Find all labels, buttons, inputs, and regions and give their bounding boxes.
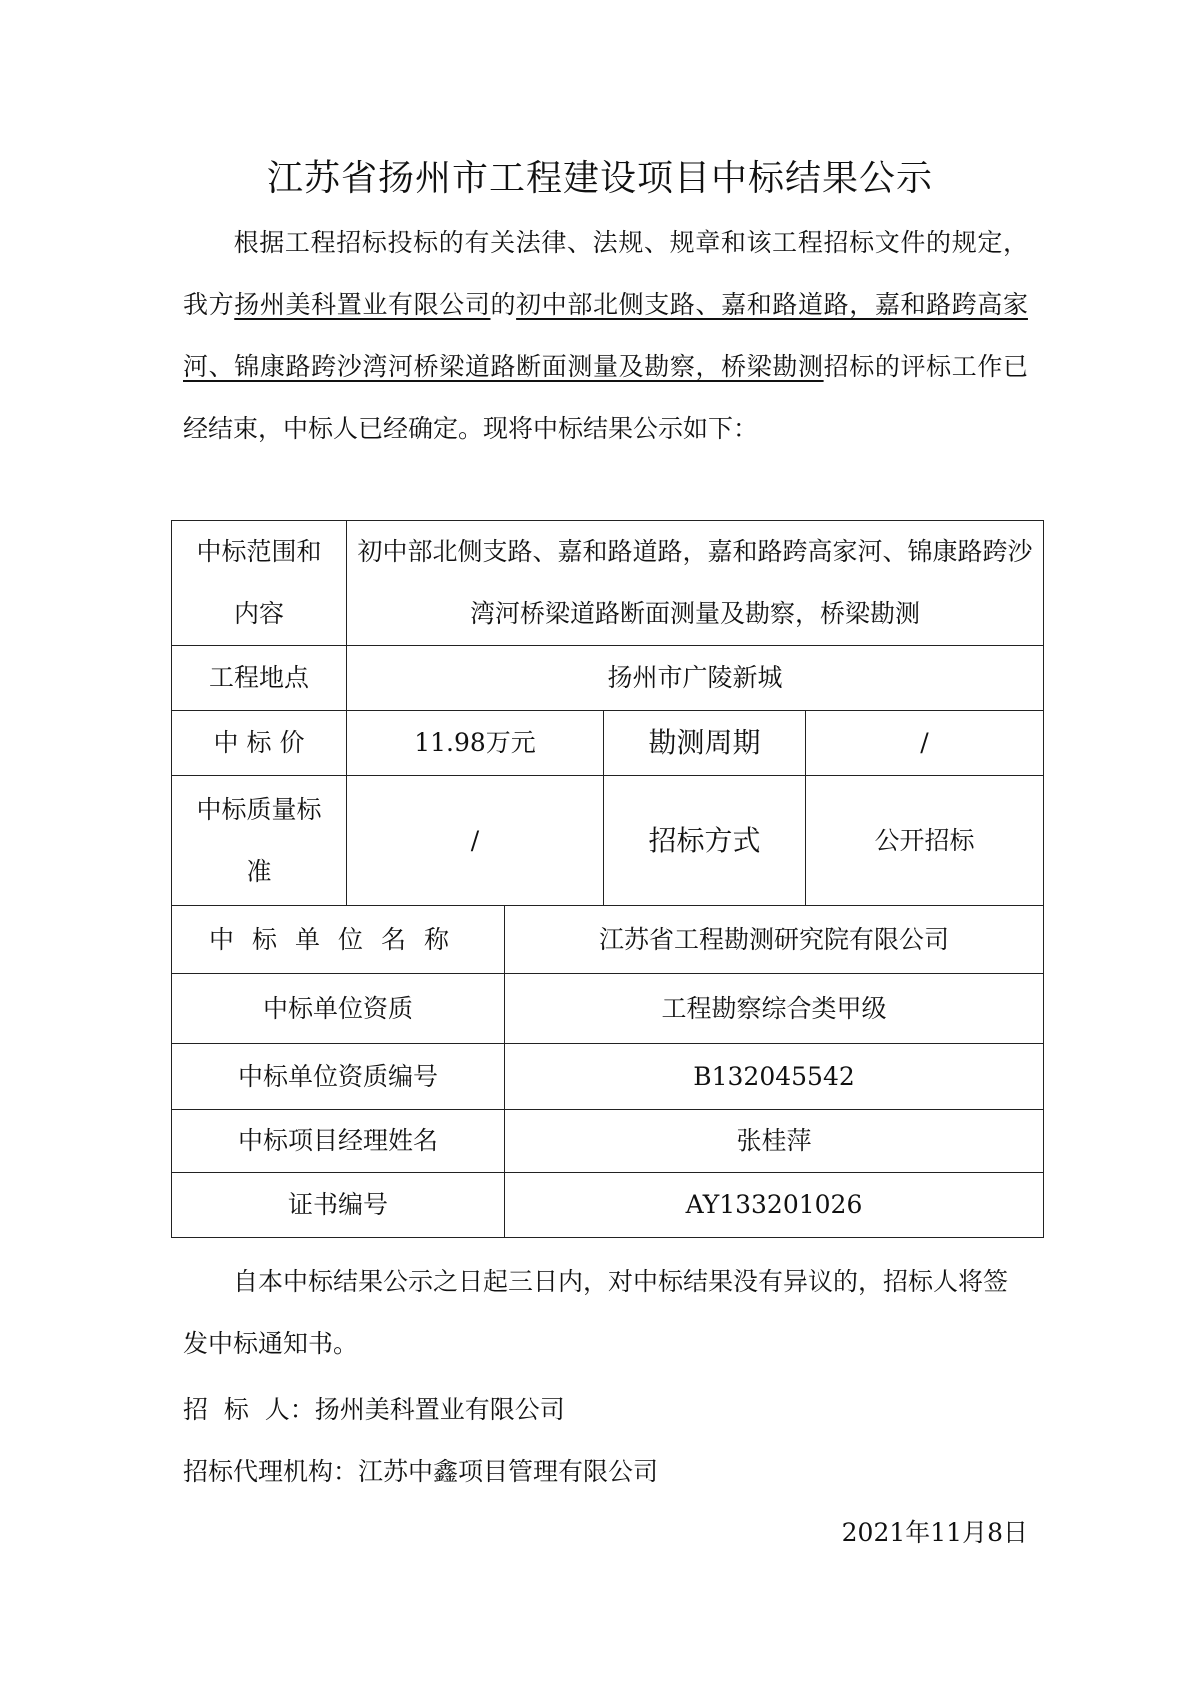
qualification-number-value: B132045542 [505, 1044, 1044, 1110]
project-manager-value: 张桂萍 [505, 1110, 1044, 1173]
tenderer-line: 招 标 人：扬州美科置业有限公司 [183, 1395, 565, 1424]
bid-result-table [171, 520, 1044, 1238]
project-name: 初中部北侧支路、嘉和路道路，嘉和路跨高家河、锦康路跨沙湾河桥梁道路断面测量及勘察，桥梁勘测 [183, 290, 1028, 381]
method-label: 招标方式 [604, 776, 806, 906]
method-value: 公开招标 [806, 776, 1044, 906]
certificate-label: 证书编号 [172, 1173, 505, 1238]
price-value: 11.98万元 [347, 711, 604, 776]
location-value: 扬州市广陵新城 [347, 646, 1044, 711]
table-row [172, 1044, 1044, 1110]
project-manager-label: 中标项目经理姓名 [172, 1110, 505, 1173]
qualification-number-label: 中标单位资质编号 [172, 1044, 505, 1110]
qualification-value: 工程勘察综合类甲级 [505, 974, 1044, 1044]
page-title: 江苏省扬州市工程建设项目中标结果公示 [266, 158, 933, 199]
table-row [172, 776, 1044, 906]
table-row [172, 906, 1044, 974]
qualification-label: 中标单位资质 [172, 974, 505, 1044]
table-row [172, 1110, 1044, 1173]
scope-value: 初中部北侧支路、嘉和路道路，嘉和路跨高家河、锦康路跨沙湾河桥梁道路断面测量及勘察，桥梁勘测 [347, 521, 1044, 646]
intro-text-3: 招标的评标工作已经结束，中标人已经确定。现将中标结果公示如下： [183, 352, 1028, 443]
notice-paragraph: 自本中标结果公示之日起三日内，对中标结果没有异议的，招标人将签发中标通知书。 [183, 1267, 1009, 1358]
certificate-value: AY133201026 [505, 1173, 1044, 1238]
location-label: 工程地点 [172, 646, 347, 711]
table-row [172, 711, 1044, 776]
table-row [172, 974, 1044, 1044]
publish-date: 2021年11月8日 [841, 1518, 1028, 1547]
winner-value: 江苏省工程勘测研究院有限公司 [505, 906, 1044, 974]
period-value: / [806, 711, 1044, 776]
scope-label: 中标范围和内容 [172, 521, 347, 646]
table-row [172, 1173, 1044, 1238]
period-label: 勘测周期 [604, 711, 806, 776]
winner-label: 中标单位名称 [172, 906, 505, 974]
table-row [172, 646, 1044, 711]
tenderer-name: 扬州美科置业有限公司 [234, 290, 491, 319]
quality-value: / [347, 776, 604, 906]
quality-label: 中标质量标准 [172, 776, 347, 906]
agent-line: 招标代理机构：江苏中鑫项目管理有限公司 [183, 1457, 659, 1486]
table-row [172, 521, 1044, 646]
intro-paragraph [183, 212, 1028, 460]
price-label: 中 标 价 [172, 711, 347, 776]
intro-text-1: 根据工程招标投标的有关法律、法规、规章和该工程招标文件的规定，我方 [183, 228, 1028, 319]
intro-text-2: 的 [490, 290, 517, 319]
